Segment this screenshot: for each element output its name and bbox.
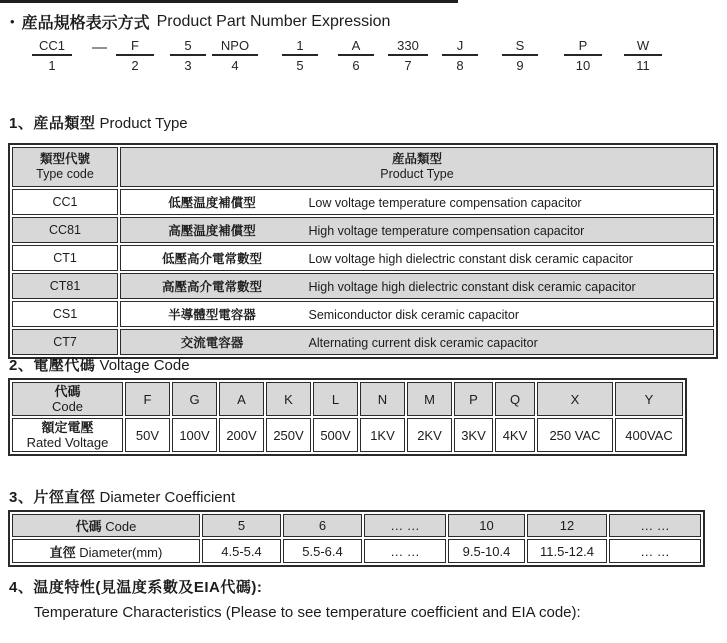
diameter-code-cell: 5 <box>202 514 281 537</box>
table-row <box>12 301 714 327</box>
part-segment-index: 9 <box>516 58 524 73</box>
table-header-row <box>12 382 683 416</box>
type-code-cell: CS1 <box>12 301 118 327</box>
table-row <box>12 189 714 215</box>
diameter-value-cell: 9.5-10.4 <box>448 539 525 563</box>
voltage-value-cell: 1KV <box>360 418 405 452</box>
part-segment <box>442 38 478 73</box>
table-row <box>12 418 683 452</box>
section-heading-en: Product Type <box>99 115 188 132</box>
part-segment-index: 8 <box>456 58 464 73</box>
part-segment <box>212 38 258 73</box>
type-desc-cell <box>120 273 714 299</box>
voltage-code-cell: A <box>219 382 264 416</box>
part-segment <box>564 38 602 73</box>
part-segment <box>282 38 318 73</box>
rated-voltage-label-cell <box>12 418 123 452</box>
table-row <box>12 273 714 299</box>
type-code-cell: CT7 <box>12 329 118 355</box>
part-segment-index: 4 <box>231 58 239 73</box>
type-desc-cell <box>120 329 714 355</box>
voltage-value-cell: 50V <box>125 418 170 452</box>
voltage-code-cell: N <box>360 382 405 416</box>
type-name-en: Low voltage high dielectric constant disk ceramic capacitor <box>308 252 633 266</box>
part-segment <box>116 38 154 73</box>
part-segment-code: S <box>502 38 538 56</box>
part-segment-index: 7 <box>404 58 412 73</box>
part-segment-code: P <box>564 38 602 56</box>
label-zh: 直徑 <box>49 544 76 560</box>
bullet-icon: • <box>10 14 15 29</box>
table-row <box>12 539 701 563</box>
voltage-value-cell: 250 VAC <box>537 418 613 452</box>
part-segment <box>338 38 374 73</box>
part-segment-code: NPO <box>212 38 258 56</box>
part-segment-code: CC1 <box>32 38 72 56</box>
header-zh: 産品類型 <box>391 152 442 166</box>
section-heading-en: Diameter Coefficient <box>99 489 236 506</box>
type-code-cell: CT1 <box>12 245 118 271</box>
voltage-value-cell: 400VAC <box>615 418 683 452</box>
diameter-value-cell: … … <box>609 539 701 563</box>
type-name-zh: 高壓温度補償型 <box>168 224 256 238</box>
type-desc-cell <box>120 189 714 215</box>
table-row <box>12 217 714 243</box>
product-type-header-cell <box>120 147 714 187</box>
part-segment-index: 2 <box>131 58 139 73</box>
label-en: Rated Voltage <box>26 435 109 450</box>
page-title-zh: 産品規格表示方式 <box>21 15 150 32</box>
product-type-table <box>8 143 718 359</box>
diameter-value-cell: 5.5-6.4 <box>283 539 362 563</box>
part-segment-code: 1 <box>282 38 318 56</box>
diameter-code-cell: 6 <box>283 514 362 537</box>
diameter-code-cell: 10 <box>448 514 525 537</box>
diameter-label-cell <box>12 539 200 563</box>
section-heading-zh: 3、片徑直徑 <box>9 489 96 506</box>
header-en: Code <box>51 399 84 414</box>
page-title-en: Product Part Number Expression <box>156 12 391 30</box>
part-segment-index: 6 <box>352 58 360 73</box>
voltage-code-cell: Q <box>495 382 535 416</box>
header-en: Code <box>105 519 137 534</box>
voltage-code-cell: F <box>125 382 170 416</box>
code-header-cell <box>12 514 200 537</box>
table-header-row <box>12 514 701 537</box>
section-heading-zh: 4、温度特性(見温度系數及EIA代碼): <box>9 579 263 596</box>
voltage-code-cell: G <box>172 382 217 416</box>
part-segment <box>388 38 428 73</box>
voltage-value-cell: 4KV <box>495 418 535 452</box>
table-row <box>12 329 714 355</box>
page-top-rule-artifact <box>0 0 458 3</box>
voltage-value-cell: 200V <box>219 418 264 452</box>
type-name-zh: 低壓温度補償型 <box>168 196 256 210</box>
header-en: Type code <box>36 167 94 181</box>
label-zh: 額定電壓 <box>41 420 94 435</box>
voltage-code-cell: Y <box>615 382 683 416</box>
type-name-en: Semiconductor disk ceramic capacitor <box>308 308 519 322</box>
diameter-code-cell: … … <box>609 514 701 537</box>
page-title <box>10 10 390 33</box>
part-segment-code: F <box>116 38 154 56</box>
diameter-value-cell: … … <box>364 539 446 563</box>
section-heading-temperature <box>9 576 262 597</box>
part-segment-code: A <box>338 38 374 56</box>
type-desc-cell <box>120 301 714 327</box>
temperature-description: Temperature Characteristics (Please to see temperature coefficient and EIA code): <box>34 604 581 621</box>
type-desc-cell <box>120 245 714 271</box>
voltage-value-cell: 2KV <box>407 418 452 452</box>
part-segment-index: 5 <box>296 58 304 73</box>
header-zh: 代碼 <box>75 519 102 534</box>
part-segment-code: 330 <box>388 38 428 56</box>
voltage-code-table <box>8 378 687 456</box>
part-segment <box>502 38 538 73</box>
diameter-value-cell: 11.5-12.4 <box>527 539 607 563</box>
diameter-code-cell: … … <box>364 514 446 537</box>
diameter-value-cell: 4.5-5.4 <box>202 539 281 563</box>
type-desc-cell <box>120 217 714 243</box>
part-segment-index: 3 <box>184 58 192 73</box>
type-name-zh: 半導體型電容器 <box>168 308 256 322</box>
section-heading-zh: 2、電壓代碼 <box>9 357 96 374</box>
part-segment <box>170 38 206 73</box>
part-segment <box>32 38 72 73</box>
label-en: Diameter(mm) <box>79 544 163 560</box>
type-name-en: Low voltage temperature compensation capacitor <box>308 196 582 210</box>
diameter-code-cell: 12 <box>527 514 607 537</box>
part-segment-code: 5 <box>170 38 206 56</box>
type-name-zh: 高壓高介電常數型 <box>161 280 262 294</box>
part-number-dash: — <box>92 39 107 56</box>
voltage-code-cell: X <box>537 382 613 416</box>
type-code-header-cell <box>12 147 118 187</box>
part-number-strip <box>0 38 727 80</box>
voltage-code-cell: K <box>266 382 311 416</box>
type-code-cell: CC1 <box>12 189 118 215</box>
header-en: Product Type <box>380 167 454 181</box>
section-heading-diameter <box>9 486 235 507</box>
part-segment-index: 10 <box>575 58 591 73</box>
type-name-zh: 交流電容器 <box>180 336 244 350</box>
type-code-cell: CC81 <box>12 217 118 243</box>
voltage-code-cell: P <box>454 382 493 416</box>
header-zh: 代碼 <box>54 384 81 399</box>
type-name-en: High voltage high dielectric constant disk ceramic capacitor <box>308 280 636 294</box>
voltage-value-cell: 250V <box>266 418 311 452</box>
section-heading-en: Voltage Code <box>99 357 190 374</box>
voltage-code-cell: M <box>407 382 452 416</box>
header-zh: 類型代號 <box>39 152 90 166</box>
voltage-code-cell: L <box>313 382 358 416</box>
section-heading-voltage-code <box>9 354 190 375</box>
part-segment-index: 11 <box>636 58 650 73</box>
voltage-value-cell: 3KV <box>454 418 493 452</box>
section-heading-zh: 1、産品類型 <box>9 115 96 132</box>
table-row <box>12 245 714 271</box>
section-heading-product-type <box>9 112 188 133</box>
part-segment-index: 1 <box>48 58 56 73</box>
type-name-zh: 低壓高介電常數型 <box>161 252 262 266</box>
part-segment-code: J <box>442 38 478 56</box>
voltage-value-cell: 500V <box>313 418 358 452</box>
code-header-cell <box>12 382 123 416</box>
voltage-value-cell: 100V <box>172 418 217 452</box>
diameter-table <box>8 510 705 567</box>
part-segment <box>624 38 662 73</box>
type-name-en: High voltage temperature compensation capacitor <box>308 224 585 238</box>
part-segment-code: W <box>624 38 662 56</box>
table-header-row <box>12 147 714 187</box>
type-name-en: Alternating current disk ceramic capacitor <box>308 336 538 350</box>
type-code-cell: CT81 <box>12 273 118 299</box>
